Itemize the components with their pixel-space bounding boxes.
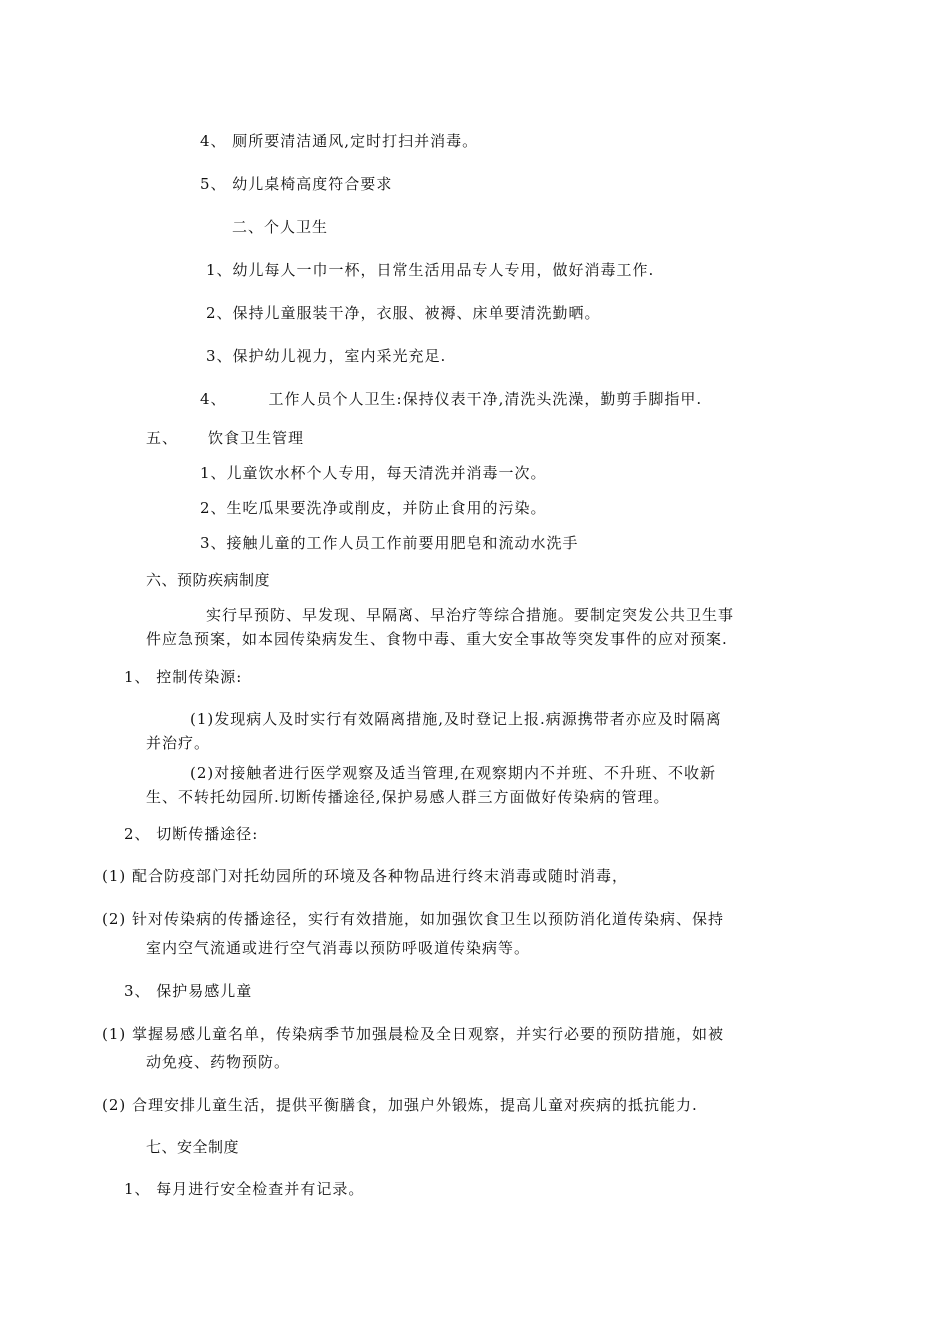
personal-hygiene-item-2: 2、保持儿童服装干净，衣服、被褥、床单要清洗勤晒。 bbox=[206, 304, 601, 322]
personal-hygiene-item-1: 1、幼儿每人一巾一杯，日常生活用品专人专用，做好消毒工作. bbox=[206, 261, 655, 279]
cut-transmission-item-2-line-2: 室内空气流通或进行空气消毒以预防呼吸道传染病等。 bbox=[146, 939, 531, 957]
control-source-item-2-line-1: (2)对接触者进行医学观察及适当管理,在观察期内不并班、不升班、不收新 bbox=[190, 764, 717, 782]
food-hygiene-item-3: 3、接触儿童的工作人员工作前要用肥皂和流动水洗手 bbox=[200, 534, 579, 552]
cut-transmission-item-2-line-1: (2) 针对传染病的传播途径，实行有效措施，如加强饮食卫生以预防消化道传染病、保持 bbox=[102, 910, 725, 928]
section-heading-personal-hygiene: 二、个人卫生 bbox=[232, 218, 329, 236]
subheading-cut-transmission: 2、 切断传播途径: bbox=[124, 825, 259, 843]
section-title: 饮食卫生管理 bbox=[208, 429, 305, 447]
safety-item-1: 1、 每月进行安全检查并有记录。 bbox=[124, 1180, 365, 1198]
personal-hygiene-item-3: 3、保护幼儿视力，室内采光充足. bbox=[206, 347, 447, 365]
control-source-item-2-line-2: 生、不转托幼园所.切断传播途径,保护易感人群三方面做好传染病的管理。 bbox=[146, 788, 670, 806]
subheading-control-source: 1、 控制传染源: bbox=[124, 668, 243, 686]
section-heading-food-hygiene bbox=[146, 428, 304, 448]
section-number: 五、 bbox=[146, 429, 179, 447]
food-hygiene-item-1: 1、儿童饮水杯个人专用，每天清洗并消毒一次。 bbox=[200, 464, 547, 482]
subheading-protect-children: 3、 保护易感儿童 bbox=[124, 982, 253, 1000]
prevention-paragraph-line-1: 实行早预防、早发现、早隔离、早治疗等综合措施。要制定突发公共卫生事 bbox=[206, 606, 735, 624]
protect-children-item-1-line-2: 动免疫、药物预防。 bbox=[146, 1053, 291, 1071]
section-heading-disease-prevention: 六、预防疾病制度 bbox=[146, 571, 271, 589]
section-heading-safety: 七、安全制度 bbox=[146, 1138, 240, 1156]
control-source-item-1-line-1: (1)发现病人及时实行有效隔离措施,及时登记上报.病源携带者亦应及时隔离 bbox=[190, 710, 722, 728]
hygiene-item-5: 5、 幼儿桌椅高度符合要求 bbox=[200, 175, 393, 193]
prevention-paragraph-line-2: 件应急预案，如本园传染病发生、食物中毒、重大安全事故等突发事件的应对预案. bbox=[146, 630, 728, 648]
cut-transmission-item-1: (1) 配合防疫部门对托幼园所的环境及各种物品进行终末消毒或随时消毒， bbox=[102, 867, 629, 885]
protect-children-item-2: (2) 合理安排儿童生活，提供平衡膳食，加强户外锻炼，提高儿童对疾病的抵抗能力. bbox=[102, 1096, 698, 1114]
food-hygiene-item-2: 2、生吃瓜果要洗净或削皮，并防止食用的污染。 bbox=[200, 499, 547, 517]
item-number: 4、 bbox=[200, 390, 227, 408]
personal-hygiene-item-4 bbox=[200, 389, 702, 409]
hygiene-item-4: 4、 厕所要清洁通风,定时打扫并消毒。 bbox=[200, 132, 479, 150]
control-source-item-1-line-2: 并治疗。 bbox=[146, 734, 211, 752]
protect-children-item-1-line-1: (1) 掌握易感儿童名单，传染病季节加强晨检及全日观察，并实行必要的预防措施，如被 bbox=[102, 1025, 725, 1043]
item-text: 工作人员个人卫生:保持仪表干净,清洗头洗澡，勤剪手脚指甲. bbox=[268, 390, 703, 408]
